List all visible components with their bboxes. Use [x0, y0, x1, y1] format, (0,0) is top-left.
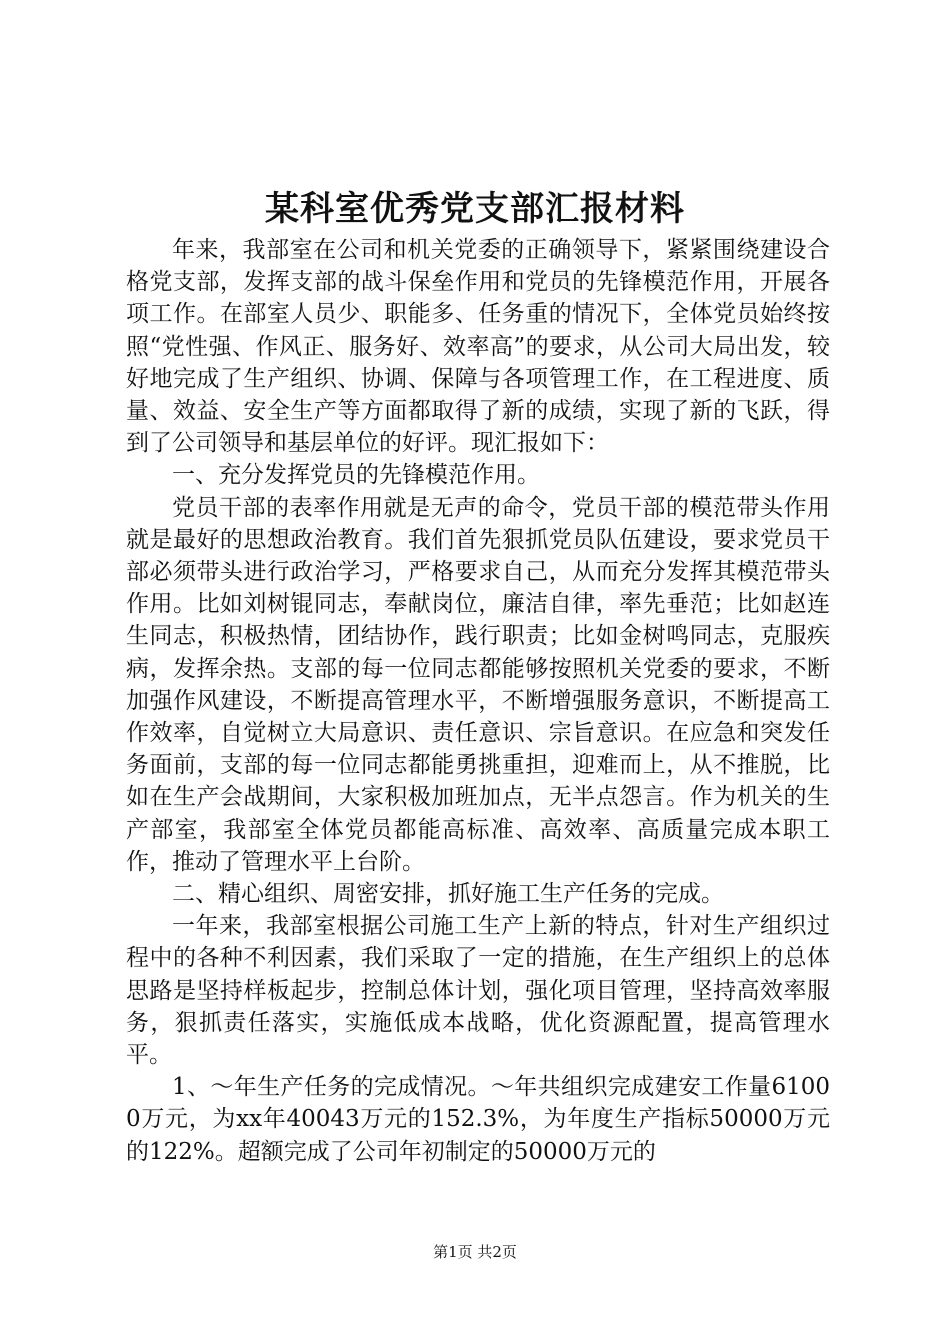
paragraph-section-1: 党员干部的表率作用就是无声的命令，党员干部的模范带头作用就是最好的思想政治教育。我们首先狠抓党员队伍建设，要求党员干部必须带头进行政治学习，严格要求自己，从而充分发挥其模范带头作用。比如刘树锟同志，奉献岗位，廉洁自律，率先垂范；比如赵连生同志，积极热情，团结协作，践行职责；比如金树鸣同志，克服疾病，发挥余热。支部的每一位同志都能够按照机关党委的要求，不断加强作风建设，不断提高管理水平，不断增强服务意识，不断提高工作效率，自觉树立大局意识、责任意识、宗旨意识。在应急和突发任务面前，支部的每一位同志都能勇挑重担，迎难而上，从不推脱，比如在生产会战期间，大家积极加班加点，无半点怨言。作为机关的生产部室，我部室全体党员都能高标准、高效率、高质量完成本职工作，推动了管理水平上台阶。	[126, 494, 830, 875]
section-heading-2: 二、精心组织、周密安排，抓好施工生产任务的完成。	[172, 881, 724, 908]
paragraph-item-1: 1、～年生产任务的完成情况。～年共组织完成建安工作量61000万元，为xx年40043万元的152.3%，为年度生产指标50000万元的122%。超额完成了公司年初制定的50000万元的	[126, 1074, 830, 1165]
document-body	[126, 234, 830, 1168]
paragraph-intro: 年来，我部室在公司和机关党委的正确领导下，紧紧围绕建设合格党支部，发挥支部的战斗保垒作用和党员的先锋模范作用，开展各项工作。在部室人员少、职能多、任务重的情况下，全体党员始终按照“党性强、作风正、服务好、效率高”的要求，从公司大局出发，较好地完成了生产组织、协调、保障与各项管理工作，在工程进度、质量、效益、安全生产等方面都取得了新的成绩，实现了新的飞跃，得到了公司领导和基层单位的好评。现汇报如下：	[126, 237, 830, 457]
page-number: 第1页 共2页	[433, 1243, 517, 1261]
section-heading-1: 一、充分发挥党员的先锋模范作用。	[172, 462, 540, 489]
document-title: 某科室优秀党支部汇报材料	[265, 189, 685, 229]
paragraph-section-2: 一年来，我部室根据公司施工生产上新的特点，针对生产组织过程中的各种不利因素，我们采取了一定的措施，在生产组织上的总体思路是坚持样板起步，控制总体计划，强化项目管理，坚持高效率服务，狠抓责任落实，实施低成本战略，优化资源配置，提高管理水平。	[126, 913, 830, 1069]
